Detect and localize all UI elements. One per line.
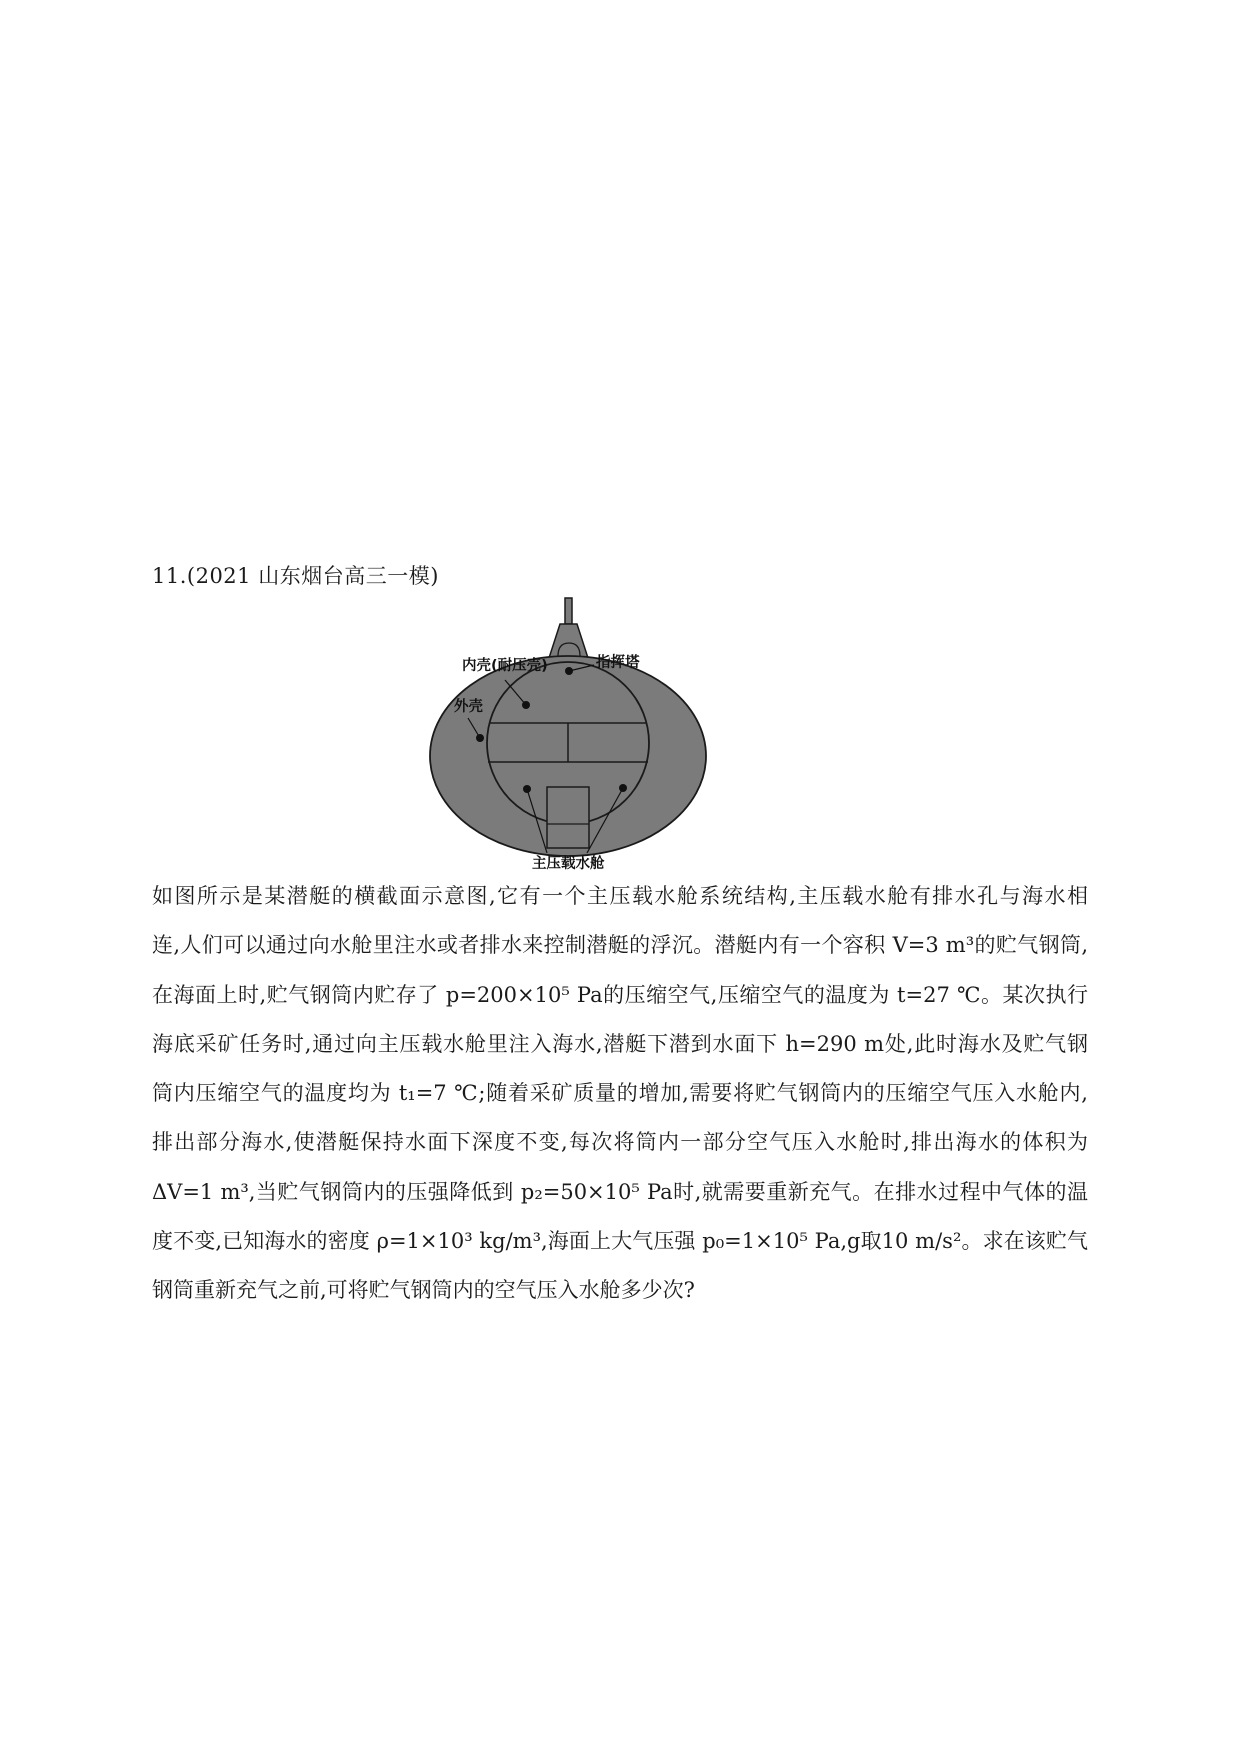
body-line-7: ΔV=1 m³,当贮气钢筒内的压强降低到 p₂=50×10⁵ Pa时,就需要重新充气。在排水过程中气体的温 [152,1179,1088,1204]
question-header: 11.(2021 山东烟台高三一模) [152,564,439,588]
body-line-6: 排出部分海水,使潜艇保持水面下深度不变,每次将筒内一部分空气压入水舱时,排出海水的体积为 [152,1130,1088,1155]
body-line-9: 钢筒重新充气之前,可将贮气钢筒内的空气压入水舱多少次? [152,1278,695,1303]
body-line-4: 海底采矿任务时,通过向主压载水舱里注入海水,潜艇下潜到水面下 h=290 m处,此时海水及贮气钢 [152,1031,1088,1056]
label-ballast-tank: 主压载水舱 [532,856,605,872]
body-line-5: 筒内压缩空气的温度均为 t₁=7 ℃;随着采矿质量的增加,需要将贮气钢筒内的压缩空气压入水舱内, [152,1081,1088,1106]
keel-box [547,787,589,848]
label-outer-shell: 外壳 [454,699,483,715]
submarine-cross-section-diagram [454,598,760,872]
mast [565,598,572,624]
body-line-3: 在海面上时,贮气钢筒内贮存了 p=200×10⁵ Pa的压缩空气,压缩空气的温度为 t=27 ℃。某次执行 [152,982,1088,1007]
body-line-2: 连,人们可以通过向水舱里注水或者排水来控制潜艇的浮沉。潜艇内有一个容积 V=3 m³的贮气钢筒, [152,933,1088,958]
question-body [152,872,1088,1316]
body-line-8: 度不变,已知海水的密度 ρ=1×10³ kg/m³,海面上大气压强 p₀=1×10⁵ Pa,g取10 m/s²。求在该贮气 [152,1229,1088,1254]
label-inner-shell: 内壳(耐压壳) [462,658,548,674]
label-tower: 指挥塔 [596,655,640,671]
body-line-1: 如图所示是某潜艇的横截面示意图,它有一个主压载水舱系统结构,主压载水舱有排水孔与海水相 [152,884,1088,908]
